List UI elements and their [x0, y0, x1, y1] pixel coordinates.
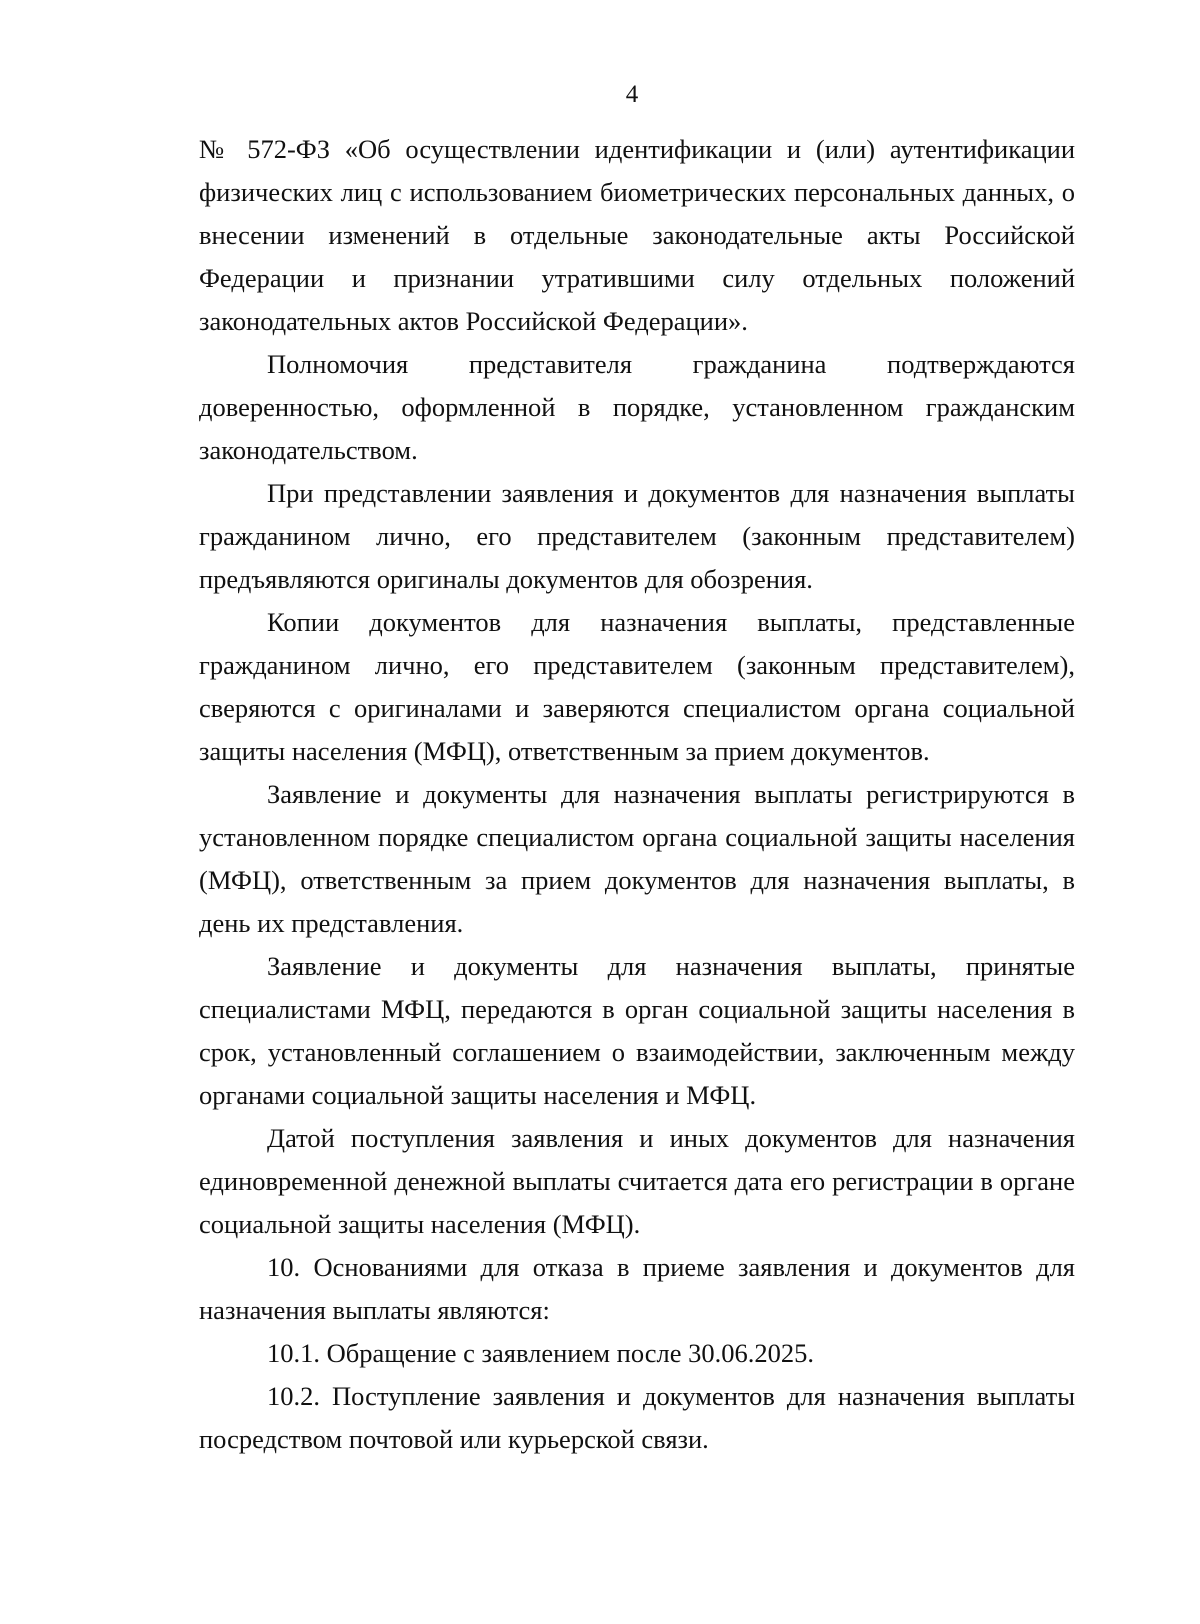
paragraph-receipt-date: Датой поступления заявления и иных документов для назначения единовременной денежной выплаты считается дата его регистрации в органе социальной защиты населения (МФЦ).	[199, 1123, 1075, 1239]
paragraph-item-10-1: 10.1. Обращение с заявлением после 30.06.2025.	[267, 1338, 814, 1368]
paragraph-document-copies: Копии документов для назначения выплаты, представленные гражданином лично, его представителем (законным представителем), сверяются с оригиналами и заверяются специалистом органа социальной защиты населения (МФЦ), ответственным за прием документов.	[199, 607, 1075, 766]
paragraph-mfc-transfer: Заявление и документы для назначения выплаты, принятые специалистами МФЦ, передаются в орган социальной защиты населения в срок, установленный соглашением о взаимодействии, заключенным между органами социальной защиты населения и МФЦ.	[199, 951, 1075, 1110]
paragraph-continuation: № 572-ФЗ «Об осуществлении идентификации и (или) аутентификации физических лиц с использованием биометрических персональных данных, о внесении изменений в отдельные законодательные акты Российской Федерации и признании утратившими силу отдельных положений законодательных актов Российской Федерации».	[199, 134, 1075, 336]
paragraph-item-10-2: 10.2. Поступление заявления и документов для назначения выплаты посредством почтовой или курьерской связи.	[199, 1381, 1075, 1454]
document-body	[199, 128, 1075, 1461]
page-number: 4	[625, 81, 639, 108]
paragraph-representative-authority: Полномочия представителя гражданина подтверждаются доверенностью, оформленной в порядке, установленном гражданским законодательством.	[199, 349, 1075, 465]
paragraph-registration: Заявление и документы для назначения выплаты регистрируются в установленном порядке специалистом органа социальной защиты населения (МФЦ), ответственным за прием документов для назначения выплаты, в день их представления.	[199, 779, 1075, 938]
paragraph-original-documents: При представлении заявления и документов для назначения выплаты гражданином лично, его представителем (законным представителем) предъявляются оригиналы документов для обозрения.	[199, 478, 1075, 594]
paragraph-refusal-grounds: 10. Основаниями для отказа в приеме заявления и документов для назначения выплаты являются:	[199, 1252, 1075, 1325]
